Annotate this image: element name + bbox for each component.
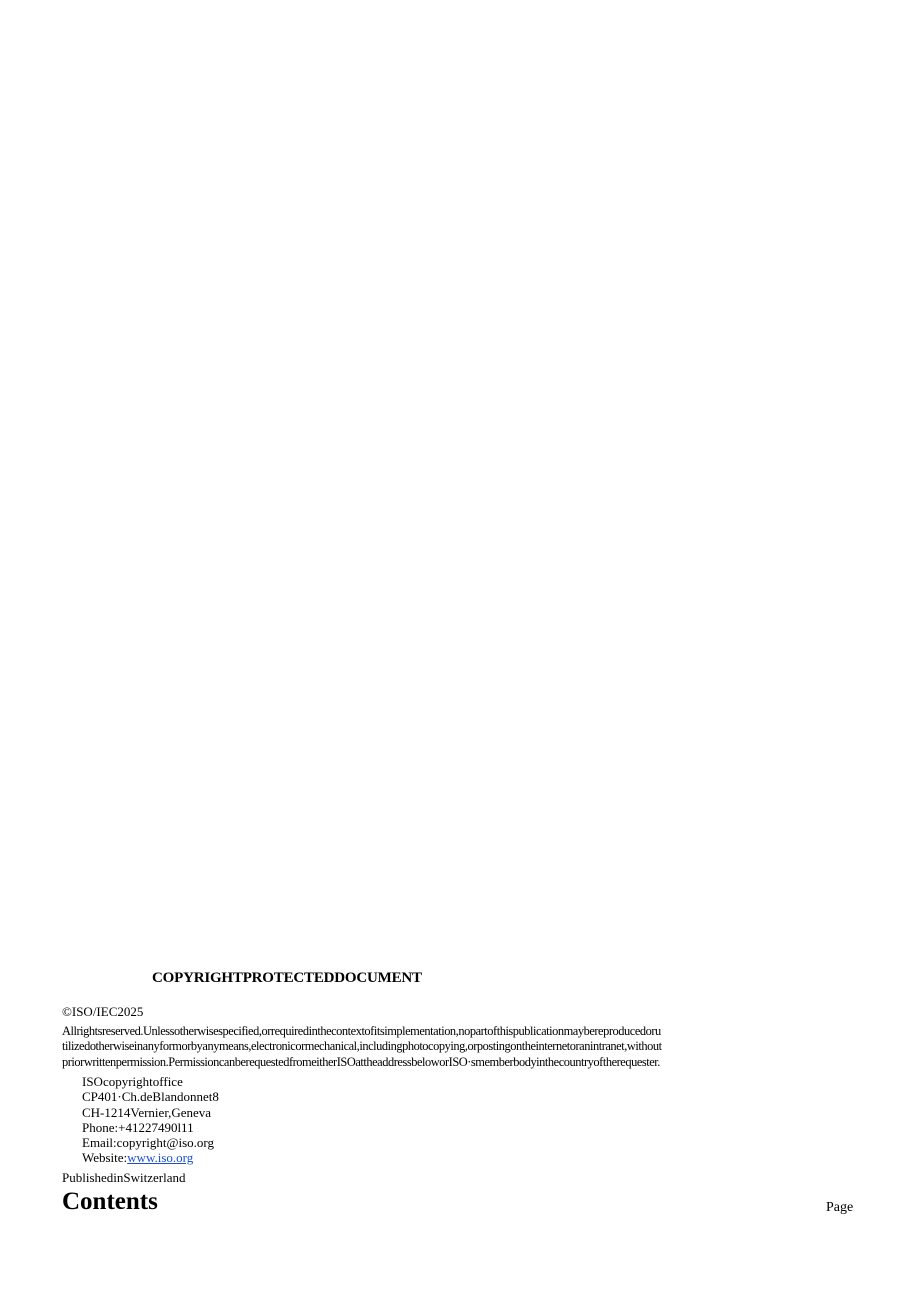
rights-line: Allrightsreserved.Unlessotherwisespecified,orrequiredinthecontextofitsimplementation,nopartofthispublicationmaybereproducedoru	[62, 1024, 661, 1038]
rights-line: tilizedotherwiseinanyformorbyanymeans,electronicormechanical,includingphotocopying,orpostingontheinternetoranintranet,without	[62, 1039, 662, 1054]
rights-line: priorwrittenpermission.PermissioncanberequestedfromeitherISOattheaddressbeloworISO·smemberbodyinthecountryoftherequester.	[62, 1054, 660, 1069]
published-in: PublishedinSwitzerland	[62, 1170, 186, 1185]
address-street: CP401·Ch.deBlandonnet8	[82, 1089, 219, 1105]
copyright-notice: ©ISO/IEC2025	[62, 1004, 144, 1019]
website-label: Website:	[82, 1150, 128, 1166]
address-city: CH-1214Vernier,Geneva	[82, 1104, 212, 1120]
page-column-label: Page	[826, 1200, 854, 1215]
copyright-protected-heading: COPYRIGHTPROTECTEDDOCUMENT	[152, 970, 422, 986]
website-link[interactable]: www.iso.org	[127, 1150, 194, 1166]
iso-address-block	[82, 1074, 219, 1166]
address-office: ISOcopyrightoffice	[82, 1074, 183, 1089]
address-phone: Phone:+41227490l11	[82, 1119, 194, 1135]
contents-heading: Contents	[62, 1188, 158, 1215]
rights-reserved-paragraph	[62, 1024, 862, 1070]
address-website	[82, 1150, 219, 1165]
address-email: Email:copyright@iso.org	[82, 1135, 214, 1151]
